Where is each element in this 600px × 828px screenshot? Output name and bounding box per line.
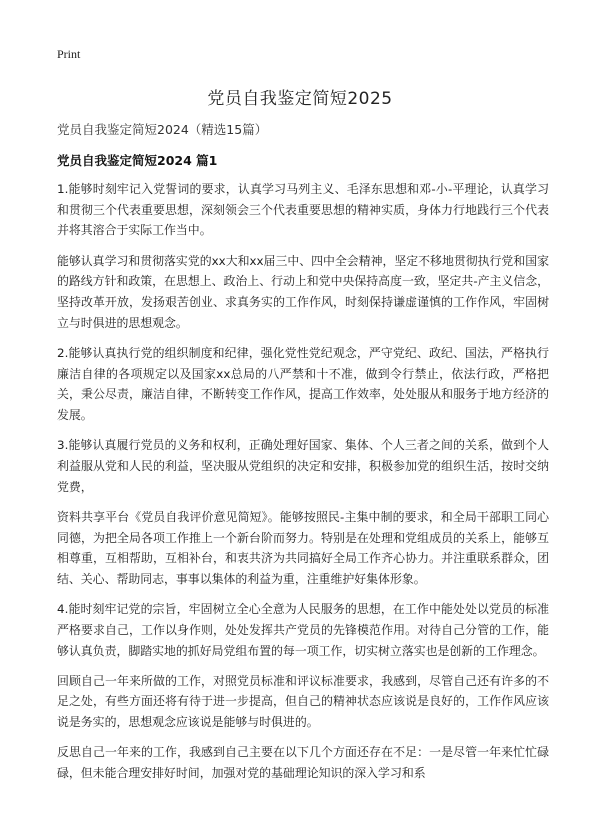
paragraph: 回顾自己一年来所做的工作，对照党员标准和评议标准要求，我感到，尽管自己还有许多的不足之处，有些方面还将有待于进一步提高，但自己的精神状态应该说是良好的，工作作风应该说是务实的，思想观念应该说是能够与时俱进的。 (57, 673, 549, 730)
paragraph: 反思自己一年来的工作，我感到自己主要在以下几个方面还存在不足：一是尽管一年来忙忙碌碌，但未能合理安排好时间，加强对党的基础理论知识的深入学习和系 (57, 745, 549, 781)
paragraph: 资料共享平台《党员自我评价意见简短》。能够按照民-主集中制的要求，和全局干部职工同心同德，为把全局各项工作推上一个新台阶而努力。特别是在处理和党组成员的关系上，能够互相尊重，互相帮助，互相补台，和衷共济为共同搞好全局工作齐心协力。并注重联系群众，团结、关心、帮助同志，事事以集体的利益为重，注重维护好集体形象。 (57, 509, 549, 586)
document-body (57, 119, 549, 793)
document-subtitle: 党员自我鉴定简短2024（精选15篇） (57, 122, 268, 137)
print-link[interactable]: Print (57, 47, 81, 61)
paragraph: 能够认真学习和贯彻落实党的xx大和xx届三中、四中全会精神，坚定不移地贯彻执行党和国家的路线方针和政策，在思想上、政治上、行动上和党中央保持高度一致，坚定共-产主义信念，坚持改革开放，发扬艰苦创业、求真务实的工作作风，时刻保持谦虚谨慎的工作作风，牢固树立与时俱进的思想观念。 (57, 253, 549, 330)
paragraph: 4.能时刻牢记党的宗旨，牢固树立全心全意为人民服务的思想，在工作中能处处以党员的标准严格要求自己，工作以身作则，处处发挥共产党员的先锋模范作用。对待自己分管的工作，能够认真负责，脚踏实地的抓好局党组布置的每一项工作，切实树立落实也是创新的工作理念。 (57, 602, 549, 658)
section-heading: 党员自我鉴定简短2024 篇1 (57, 153, 218, 168)
paragraph: 2.能够认真执行党的组织制度和纪律，强化党性党纪观念，严守党纪、政纪、国法，严格执行廉洁自律的各项规定以及国家xx总局的八严禁和十不准，做到令行禁止，依法行政，严格把关，秉公尽责，廉洁自律，不断转变工作作风，提高工作效率，处处服从和服务于地方经济的发展。 (57, 345, 549, 423)
paragraph: 1.能够时刻牢记入党誓词的要求，认真学习马列主义、毛泽东思想和邓-小-平理论，认真学习和贯彻三个代表重要思想，深刻领会三个代表重要思想的精神实质，身体力行地践行三个代表并将其溶合于实际工作当中。 (57, 182, 549, 238)
paragraph: 3.能够认真履行党员的义务和权利，正确处理好国家、集体、个人三者之间的关系，做到个人利益服从党和人民的利益，坚决服从党组织的决定和安排，积极参加党的组织生活，按时交纳党费， (57, 438, 549, 494)
document-title: 党员自我鉴定简短2025 (207, 89, 393, 109)
